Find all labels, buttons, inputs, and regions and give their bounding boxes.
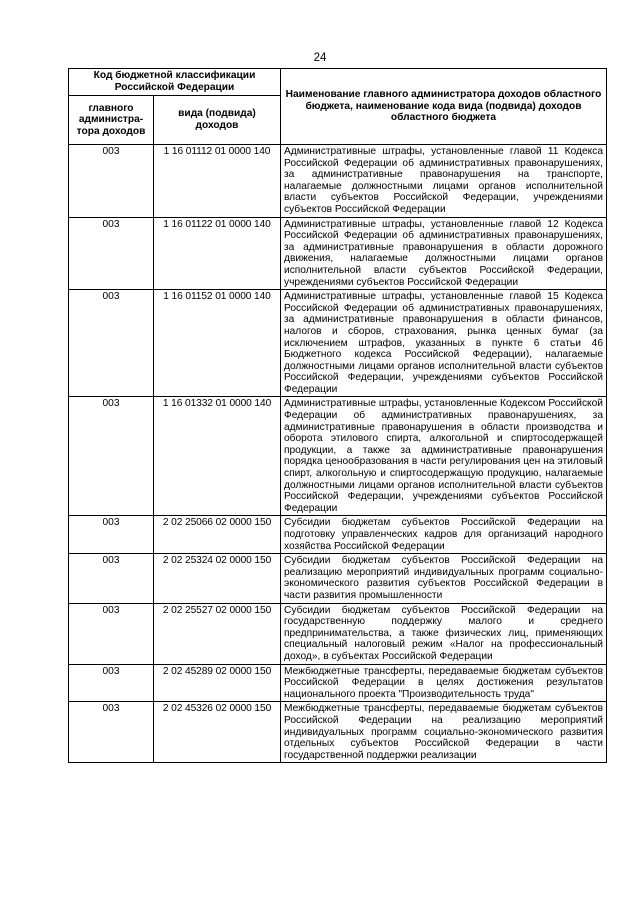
header-type-column: вида (подвида) доходов bbox=[154, 96, 281, 145]
income-type-code-cell: 1 16 01112 01 0000 140 bbox=[154, 145, 281, 218]
table-header-row bbox=[69, 69, 607, 96]
table-row bbox=[69, 290, 607, 397]
table-row bbox=[69, 217, 607, 290]
admin-code-cell: 003 bbox=[69, 664, 154, 702]
admin-code-cell: 003 bbox=[69, 603, 154, 664]
admin-code-cell: 003 bbox=[69, 290, 154, 397]
income-type-code-cell: 2 02 45289 02 0000 150 bbox=[154, 664, 281, 702]
income-name-cell: Субсидии бюджетам субъектов Российской Федерации на реализацию мероприятий индивидуальных программ социально-экономического развития субъектов Российской Федерации в части развития промышленности bbox=[281, 554, 607, 603]
table-body bbox=[69, 145, 607, 763]
income-name-cell: Субсидии бюджетам субъектов Российской Федерации на подготовку управленческих кадров для организаций народного хозяйства Российской Федерации bbox=[281, 516, 607, 554]
income-name-cell: Административные штрафы, установленные Кодексом Российской Федерации об административных правонарушениях, за административные правонарушения в области производства и оборота этилового спирта, алкогольной и спиртосодержащей продукции, а также за административные правонарушения порядка ценообразования в части регулирования цен на этиловый спирт, алкогольную и спиртосодержащую продукцию, налагаемые должностными лицами органов исполнительной власти субъектов Российской Федерации, учреждениями субъектов Российской Федерации bbox=[281, 397, 607, 516]
table-row bbox=[69, 397, 607, 516]
header-name-column: Наименование главного администратора доходов областного бюджета, наименование кода вида (подвида) доходов областного бюджета bbox=[281, 69, 607, 145]
income-type-code-cell: 1 16 01122 01 0000 140 bbox=[154, 217, 281, 290]
income-name-cell: Межбюджетные трансферты, передаваемые бюджетам субъектов Российской Федерации в целях достижения результатов национального проекта "Производительность труда" bbox=[281, 664, 607, 702]
income-name-cell: Административные штрафы, установленные главой 12 Кодекса Российской Федерации об административных правонарушениях, за административные правонарушения в области дорожного движения, налагаемые должностными лицами органов исполнительной власти субъектов Российской Федерации, учреждениями субъектов Российской Федерации bbox=[281, 217, 607, 290]
income-type-code-cell: 1 16 01152 01 0000 140 bbox=[154, 290, 281, 397]
income-type-code-cell: 2 02 25066 02 0000 150 bbox=[154, 516, 281, 554]
income-name-cell: Межбюджетные трансферты, передаваемые бюджетам субъектов Российской Федерации на реализацию мероприятий индивидуальных программ социально-экономического развития отдельных субъектов Российской Федерации в части государственной поддержки реализации bbox=[281, 702, 607, 763]
admin-code-cell: 003 bbox=[69, 702, 154, 763]
header-classification-code: Код бюджетной классификации Российской Федерации bbox=[69, 69, 281, 96]
admin-code-cell: 003 bbox=[69, 397, 154, 516]
table-row bbox=[69, 145, 607, 218]
income-type-code-cell: 1 16 01332 01 0000 140 bbox=[154, 397, 281, 516]
admin-code-cell: 003 bbox=[69, 516, 154, 554]
header-admin-column: главного администра-тора доходов bbox=[69, 96, 154, 145]
table-row bbox=[69, 603, 607, 664]
budget-classification-table bbox=[68, 68, 607, 763]
income-type-code-cell: 2 02 45326 02 0000 150 bbox=[154, 702, 281, 763]
page-number: 24 bbox=[313, 52, 327, 64]
table-row bbox=[69, 664, 607, 702]
income-name-cell: Административные штрафы, установленные главой 15 Кодекса Российской Федерации об административных правонарушениях, за административные правонарушения в области финансов, налогов и сборов, страхования, рынка ценных бумаг (за исключением штрафов, указанных в пункте 6 статьи 46 Бюджетного кодекса Российской Федерации), налагаемые должностными лицами органов исполнительной власти субъектов Российской Федерации, учреждениями субъектов Российской Федерации bbox=[281, 290, 607, 397]
admin-code-cell: 003 bbox=[69, 217, 154, 290]
income-type-code-cell: 2 02 25324 02 0000 150 bbox=[154, 554, 281, 603]
income-name-cell: Административные штрафы, установленные главой 11 Кодекса Российской Федерации об административных правонарушениях, за административные правонарушения на транспорте, налагаемые должностными лицами органов исполнительной власти субъектов Российской Федерации, учреждениями субъектов Российской Федерации bbox=[281, 145, 607, 218]
table-row bbox=[69, 554, 607, 603]
admin-code-cell: 003 bbox=[69, 554, 154, 603]
table-row bbox=[69, 516, 607, 554]
admin-code-cell: 003 bbox=[69, 145, 154, 218]
income-name-cell: Субсидии бюджетам субъектов Российской Федерации на государственную поддержку малого и среднего предпринимательства, а также физических лиц, применяющих специальный налоговый режим «Налог на профессиональный доход», в субъектах Российской Федерации bbox=[281, 603, 607, 664]
table-row bbox=[69, 702, 607, 763]
income-type-code-cell: 2 02 25527 02 0000 150 bbox=[154, 603, 281, 664]
